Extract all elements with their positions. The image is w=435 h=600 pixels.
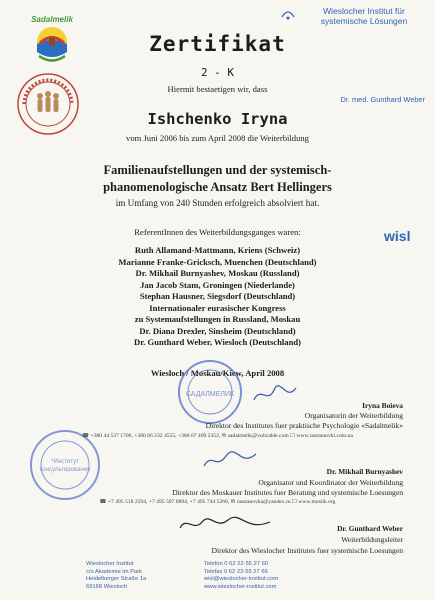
certificate-title: Zertifikat <box>149 32 286 56</box>
referent-item: Ruth Allamand-Mattmann, Kriens (Schweiz) <box>134 245 301 255</box>
referent-item: Internationaler eurasischer Kongress <box>149 302 286 313</box>
sadalmelik-stamp <box>178 360 242 424</box>
signer-role: Organisator und Koordinator der Weiterbildung <box>258 478 403 487</box>
hours-text: im Umfang von 240 Stunden erfolgreich absolviert hat. <box>115 198 320 208</box>
wisl-logo: wisl <box>384 228 411 244</box>
svg-text:*Институт: *Институт <box>51 459 79 465</box>
signer-role: Direktor des Institutes fuer praktische Psychologie «Sadalmelik» <box>205 421 403 430</box>
referent-item: Dr. Mikhail Burnyashev, Moskau (Russland) <box>135 268 300 278</box>
moscow-institute-stamp <box>30 430 100 500</box>
hereby-text: Hiermit bestaetigen wir, dass <box>167 84 268 94</box>
signer-name: Dr. Mikhail Burnyashev <box>326 467 403 476</box>
signer-name: Dr. Gunthard Weber <box>337 524 403 533</box>
footer-contact <box>204 561 278 591</box>
svg-text:Sadalmelik: Sadalmelik <box>31 15 73 24</box>
svg-text:консультирования: консультирования <box>39 467 91 473</box>
footer-line: Heidelberger Straße 1a <box>86 576 147 583</box>
signature-weber <box>176 512 276 536</box>
svg-text:САДАЛМЕЛИК: САДАЛМЕЛИК <box>185 391 235 398</box>
signature-burnyashev <box>200 448 260 472</box>
signer-name: Iryna Boieva <box>362 401 403 410</box>
contact-line: ☎ +7 495 518 2594, +7 495 507 0894, +7 495 744 5260, ✉ rasstanovka@yandex.ru ☐ www.mostik.org <box>99 499 336 505</box>
institute-logo-icon <box>280 7 296 21</box>
referent-item: Dr. Diana Drexler, Sinsheim (Deutschland) <box>139 325 296 336</box>
signer-role: Direktor des Wieslocher Institutes fuer systemische Loesungen <box>211 546 403 555</box>
referent-item: Jan Jacob Stam, Groningen (Niederlande) <box>140 279 295 290</box>
signer-role: Organisatorin der Weiterbildung <box>304 411 403 420</box>
footer-line: wisl@wieslocher-institut.com <box>204 576 279 583</box>
course-line-2: phanomenologische Ansatz Bert Hellingers <box>103 180 332 194</box>
referent-item: zu Systemaufstellungen in Russland, Moskau <box>134 314 301 324</box>
institute-doctor: Dr. med. Gunthard Weber <box>340 95 425 104</box>
signer-role: Direktor des Moskauer Institutes fuer Beratung und systemische Loesungen <box>172 488 403 497</box>
course-line-1: Familienaufstellungen und der systemisch- <box>103 163 332 177</box>
contact-line: ☎ +380 44 537 1706, +380 66 232 4555, +380 67 409 2352, ✉ sadalmelik@volicable.com ☐ www.rasstanovki.com.ua <box>82 433 353 439</box>
referent-item: Dr. Gunthard Weber, Wiesloch (Deutschland) <box>134 337 301 347</box>
footer-line: c/o Akademie im Park <box>86 568 143 575</box>
signature-boieva <box>250 384 300 406</box>
referents-heading: ReferentInnen des Weiterbildungsganges waren: <box>134 227 301 237</box>
footer-line: 69168 Wiesloch <box>86 583 128 590</box>
footer-line: Telefon 0 62 22-55 27 60 <box>204 561 269 567</box>
certificate-number: 2 - K <box>200 66 235 79</box>
institute-name: Wieslocher Institut für systemische Lösungen <box>320 6 408 26</box>
footer-line: Telefax 0 62 22-55 27 66 <box>204 568 268 575</box>
footer-line: www.wieslocher-institut.com <box>204 583 277 590</box>
referents-list <box>0 245 435 349</box>
period-text: vom Juni 2006 bis zum April 2008 die Weiterbildung <box>126 133 309 143</box>
place-date: Wiesloch / Moskau/Kiew, April 2008 <box>150 368 285 378</box>
signer-role: Weiterbildungsleiter <box>341 535 403 544</box>
footer-line: Wieslocher Institut <box>86 561 134 567</box>
participant-name: Ishchenko Iryna <box>147 110 288 128</box>
referent-item: Marianne Franke-Gricksch, Muenchen (Deutschland) <box>118 256 317 267</box>
referent-item: Stephan Hausner, Siegsdorf (Deutschland) <box>139 291 296 301</box>
footer-address <box>86 561 146 591</box>
